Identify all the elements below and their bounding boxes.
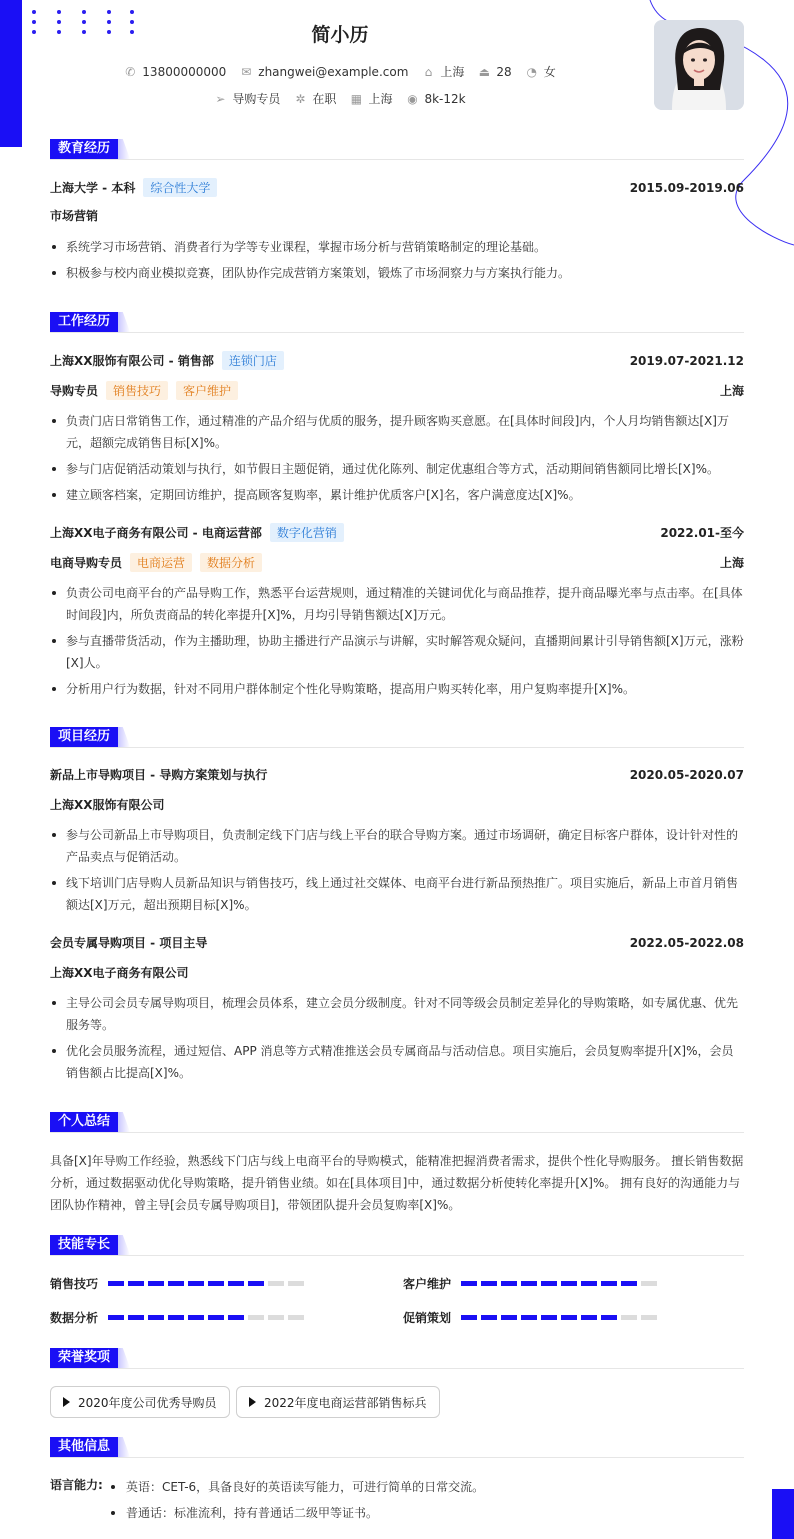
language-list [108, 1476, 738, 1528]
education-bullets [50, 236, 744, 288]
skill-bar-filled [148, 1281, 164, 1286]
role-tag: 销售技巧 [106, 381, 168, 400]
school-tag: 综合性大学 [143, 178, 217, 197]
info-text: 上海 [368, 92, 393, 106]
work-header [50, 523, 744, 542]
role-tag: 客户维护 [176, 381, 238, 400]
project-header [50, 934, 744, 951]
skill-bar-filled [601, 1315, 617, 1320]
work-role-row [50, 381, 744, 400]
status-icon: ✲ [295, 91, 306, 106]
project-title: 新品上市导购项目 - 导购方案策划与执行 [50, 768, 268, 782]
section-title-awards: 荣誉奖项 [50, 1348, 130, 1368]
age-icon: ⏏ [478, 64, 491, 79]
work-header [50, 351, 744, 370]
skill-bar-filled [601, 1281, 617, 1286]
skill-bar-empty [268, 1315, 284, 1320]
project-bullets [50, 824, 744, 920]
skill-bar-filled [621, 1281, 637, 1286]
work-city: 上海 [719, 384, 744, 398]
skill-bar-filled [148, 1315, 164, 1320]
skill-bar-filled [501, 1281, 517, 1286]
info-text: 在职 [312, 92, 337, 106]
list-item: 负责门店日常销售工作，通过精准的产品介绍与优质的服务，提升顾客购买意愿。在[具体时间段]内，个人月均销售额达[X]万元，超额完成销售目标[X]%。 [50, 410, 744, 454]
avatar [654, 20, 744, 110]
project-org: 上海XX电子商务有限公司 [50, 966, 189, 980]
skill-bar-filled [521, 1281, 537, 1286]
section-title-other: 其他信息 [50, 1437, 130, 1457]
work-role-row [50, 553, 744, 572]
work-bullets [50, 582, 744, 704]
salary-icon: ◉ [407, 91, 418, 106]
play-triangle-icon [63, 1397, 70, 1407]
project-bullets [50, 992, 744, 1088]
info-text: zhangwei@example.com [258, 64, 409, 79]
role-tag: 电商运营 [130, 553, 192, 572]
info-item [422, 63, 464, 80]
skill-bar-filled [461, 1315, 477, 1320]
skill-level-bar [108, 1281, 304, 1286]
list-item: 参与直播带货活动，作为主播助理，协助主播进行产品演示与讲解，实时解答观众疑问，直播期间累计引导销售额[X]万元，涨粉[X]人。 [50, 630, 744, 674]
skill-level-bar [461, 1281, 657, 1286]
language-label: 语言能力: [50, 1478, 103, 1492]
skill-item [50, 1275, 304, 1292]
education-period: 2015.09-2019.06 [629, 180, 744, 195]
list-item: 参与门店促销活动策划与执行，如节假日主题促销，通过优化陈列、制定优惠组合等方式，活动期间销售额同比增长[X]%。 [50, 458, 744, 480]
divider [50, 1457, 744, 1458]
info-text: 28 [496, 64, 512, 79]
skill-bar-empty [641, 1315, 657, 1320]
info-item [478, 63, 511, 80]
divider [50, 159, 744, 160]
skill-bar-filled [228, 1281, 244, 1286]
skill-level-bar [461, 1315, 657, 1320]
project-title: 会员专属导购项目 - 项目主导 [50, 936, 208, 950]
skill-bar-filled [208, 1315, 224, 1320]
skill-item [403, 1309, 657, 1326]
skill-bar-filled [128, 1315, 144, 1320]
skill-bar-filled [501, 1315, 517, 1320]
section-title-work: 工作经历 [50, 312, 130, 332]
skill-bar-empty [268, 1281, 284, 1286]
project-period: 2022.05-2022.08 [629, 935, 744, 950]
skill-level-bar [108, 1315, 304, 1320]
divider [50, 1368, 744, 1369]
award-label: 2020年度公司优秀导购员 [78, 1395, 217, 1410]
skill-bar-empty [248, 1315, 264, 1320]
phone-icon: ✆ [125, 64, 136, 79]
work-city: 上海 [719, 556, 744, 570]
skill-bar-filled [581, 1281, 597, 1286]
info-text: 8k-12k [424, 91, 466, 106]
job-info-row [0, 90, 680, 107]
work-period: 2022.01-至今 [660, 526, 744, 540]
role-tag: 数据分析 [200, 553, 262, 572]
list-item: 分析用户行为数据，针对不同用户群体制定个性化导购策略，提高用户购买转化率，用户复购率提升[X]%。 [50, 678, 744, 700]
skill-bar-filled [521, 1315, 537, 1320]
skill-name: 客户维护 [403, 1277, 452, 1291]
skill-bar-filled [481, 1281, 497, 1286]
list-item: 积极参与校内商业模拟竞赛，团队协作完成营销方案策划，锻炼了市场洞察力与方案执行能力。 [50, 262, 744, 284]
skill-bar-filled [168, 1281, 184, 1286]
summary-text: 具备[X]年导购工作经验，熟悉线下门店与线上电商平台的导购模式，能精准把握消费者需求，提供个性化导购服务。 擅长销售数据分析，通过数据驱动优化导购策略，提升销售业绩。如在[具体项目]中，通过数据分析使转化率提升[X]%。 拥有良好的沟通能力与团队协作精神，曾主导[会员专属导购项目]，带领团队提升会员复购率[X]%。 [50, 1154, 744, 1212]
info-text: 13800000000 [142, 64, 227, 79]
contact-info-row [0, 63, 680, 80]
work-period: 2019.07-2021.12 [629, 353, 744, 368]
gender-icon: ◔ [526, 64, 537, 79]
info-item [350, 90, 392, 107]
section-title-skills: 技能专长 [50, 1235, 130, 1255]
skill-bar-filled [168, 1315, 184, 1320]
info-item [294, 90, 336, 107]
skill-bar-empty [288, 1315, 304, 1320]
project-org-row [50, 796, 744, 813]
skill-name: 促销策划 [403, 1311, 452, 1325]
info-text: 导购专员 [232, 92, 281, 106]
info-item [406, 90, 465, 107]
skill-name: 销售技巧 [50, 1277, 99, 1291]
section-title-education: 教育经历 [50, 139, 130, 159]
major: 市场营销 [50, 209, 99, 223]
info-text: 女 [543, 65, 556, 79]
company-tag: 数字化营销 [270, 523, 344, 542]
list-item: 建立顾客档案，定期回访维护，提高顾客复购率，累计维护优质客户[X]名，客户满意度达[X]%。 [50, 484, 744, 506]
divider [50, 1132, 744, 1133]
skill-bar-empty [641, 1281, 657, 1286]
skill-bar-filled [481, 1315, 497, 1320]
skill-bar-filled [248, 1281, 264, 1286]
list-item: 英语：CET-6，具备良好的英语读写能力，可进行简单的日常交流。 [108, 1476, 738, 1498]
company-tag: 连锁门店 [222, 351, 284, 370]
skill-bar-filled [108, 1281, 124, 1286]
section-title-summary: 个人总结 [50, 1112, 130, 1132]
mail-icon: ✉ [241, 64, 252, 79]
work-bullets [50, 410, 744, 510]
section-title-projects: 项目经历 [50, 727, 130, 747]
project-header [50, 766, 744, 783]
skill-bar-filled [561, 1281, 577, 1286]
award-item [236, 1386, 440, 1418]
divider [50, 747, 744, 748]
info-item [526, 63, 556, 80]
info-item [240, 63, 408, 80]
skill-bar-empty [621, 1315, 637, 1320]
list-item: 线下培训门店导购人员新品知识与销售技巧，线上通过社交媒体、电商平台进行新品预热推广。项目实施后，新品上市首月销售额达[X]万元，超出预期目标[X]%。 [50, 872, 744, 916]
award-item [50, 1386, 230, 1418]
skill-bar-filled [541, 1281, 557, 1286]
project-period: 2020.05-2020.07 [629, 767, 744, 782]
project-org-row [50, 964, 744, 981]
skill-bar-filled [208, 1281, 224, 1286]
project-org: 上海XX服饰有限公司 [50, 798, 165, 812]
building-icon: ▦ [350, 91, 363, 106]
skill-bar-filled [108, 1315, 124, 1320]
list-item: 系统学习市场营销、消费者行为学等专业课程，掌握市场分析与营销策略制定的理论基础。 [50, 236, 744, 258]
divider [50, 1255, 744, 1256]
decorative-bar-right [772, 1489, 794, 1539]
play-triangle-icon [249, 1397, 256, 1407]
skill-bar-filled [228, 1315, 244, 1320]
list-item: 普通话：标准流利，持有普通话二级甲等证书。 [108, 1502, 738, 1524]
education-major-row [50, 207, 744, 224]
skill-bar-empty [288, 1281, 304, 1286]
skill-bar-filled [188, 1281, 204, 1286]
list-item: 参与公司新品上市导购项目，负责制定线下门店与线上平台的联合导购方案。通过市场调研，确定目标客户群体，设计针对性的产品卖点与促销活动。 [50, 824, 744, 868]
info-item [124, 63, 226, 80]
skill-bar-filled [128, 1281, 144, 1286]
list-item: 优化会员服务流程，通过短信、APP 消息等方式精准推送会员专属商品与活动信息。项目实施后，会员复购率提升[X]%，会员销售额占比提高[X]%。 [50, 1040, 744, 1084]
home-icon: ⌂ [424, 64, 433, 79]
role: 导购专员 [50, 384, 99, 398]
school-name: 上海大学 - 本科 [50, 181, 136, 195]
skill-bar-filled [188, 1315, 204, 1320]
skill-bar-filled [581, 1315, 597, 1320]
list-item: 主导公司会员专属导购项目，梳理会员体系，建立会员分级制度。针对不同等级会员制定差异化的导购策略，如专属优惠、优先服务等。 [50, 992, 744, 1036]
skill-bar-filled [541, 1315, 557, 1320]
skill-item [50, 1309, 304, 1326]
skill-bar-filled [461, 1281, 477, 1286]
role: 电商导购专员 [50, 556, 123, 570]
company-name: 上海XX电子商务有限公司 - 电商运营部 [50, 526, 262, 540]
skill-name: 数据分析 [50, 1311, 99, 1325]
info-item [214, 90, 280, 107]
list-item: 负责公司电商平台的产品导购工作，熟悉平台运营规则，通过精准的关键词优化与商品推荐，提升商品曝光率与点击率。在[具体时间段]内，所负责商品的转化率提升[X]%，月均引导销售额达[X]万元。 [50, 582, 744, 626]
resume-header [0, 0, 794, 120]
skill-item [403, 1275, 657, 1292]
send-icon: ➢ [215, 91, 226, 106]
info-text: 上海 [440, 65, 465, 79]
candidate-name: 简小历 [311, 24, 369, 46]
skill-bar-filled [561, 1315, 577, 1320]
company-name: 上海XX服饰有限公司 - 销售部 [50, 354, 214, 368]
divider [50, 332, 744, 333]
award-label: 2022年度电商运营部销售标兵 [264, 1395, 427, 1410]
education-header [50, 178, 744, 197]
